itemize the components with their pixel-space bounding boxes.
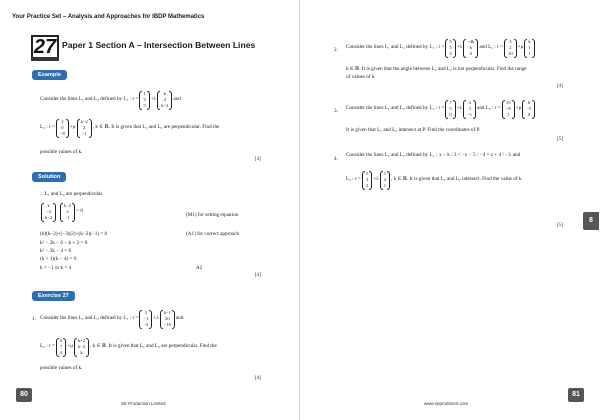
example-line-3: possible values of k. xyxy=(40,149,83,155)
solution-marks: [4] xyxy=(255,273,261,278)
q4-number: 4. xyxy=(334,156,338,162)
q2-vector-d: k 1 1 xyxy=(524,39,534,58)
q2-line-2: k ∈ ℝ. It is given that the angle between L₁ and L₂ is not perpendicular. Find the range xyxy=(346,66,527,72)
q3-number: 3. xyxy=(334,108,338,114)
exercise-q1-vector-a: 3 −1 −2 xyxy=(139,310,152,329)
q2-number: 2. xyxy=(334,47,338,53)
q2-vector-b: −4k k 0 xyxy=(463,39,478,58)
solution-mark-a2: A2 xyxy=(196,265,203,271)
example-line-2: L₂ : r = 2 0 −8 +μ k−2 2 −1 , k ∈ ℝ. It is given that L₁ and L₂ are perpendicular. Find the xyxy=(40,119,220,137)
chapter-number-badge: 27 xyxy=(31,35,59,59)
solution-line-6: k = −1 or k = 4 xyxy=(40,265,72,271)
solution-line-4: k² − 3k − 4 = 0 xyxy=(40,248,72,254)
q2-line-3: of values of k. xyxy=(346,74,376,80)
publisher-name: SE Production Limited xyxy=(121,401,166,406)
q2-marks: [4] xyxy=(557,84,563,89)
chapter-title: Paper 1 Section A – Intersection Between Lines xyxy=(62,40,256,50)
left-page-number: 80 xyxy=(16,388,32,402)
example-label: Example xyxy=(32,70,67,80)
example-marks: [4] xyxy=(255,157,261,162)
q3-vector-b: 4 3 −1 xyxy=(463,100,476,119)
chapter-badge-bar xyxy=(31,57,59,61)
solution-line-1: ∴ L₁ and L₂ are perpendicular. xyxy=(40,191,104,197)
solution-vector-1: k −3 k−2 xyxy=(41,203,56,222)
chapter-side-tab: 8 xyxy=(583,212,599,230)
book-header: Your Practice Set – Analysis and Approaches for IBDP Mathematics xyxy=(12,14,205,20)
example-intro: Consider the lines L₁ and L₂ defined by L₁ : r = xyxy=(40,96,139,103)
q2-vector-c: 3 2 10 xyxy=(504,39,517,58)
solution-label: Solution xyxy=(32,172,66,182)
example-vector-d: k−2 2 −1 xyxy=(77,119,92,138)
exercise-q1-number: 1. xyxy=(32,316,36,322)
q4-line-1: Consider the lines L₁ and L₂ defined by L₁ : x − k / 3 = −y − 5 / −4 = z + 4 / −3 and xyxy=(346,152,521,158)
exercise-q1-line-1: Consider the lines L₁ and L₂ defined by L₁ : r = 3 −1 −2 +λ k−1 20 −10 and xyxy=(40,310,184,328)
exercise-q1-vector-d: k+2 k−2 k xyxy=(74,338,89,357)
q4-marks: [5] xyxy=(557,223,563,228)
publisher-website: www.seprodstore.com xyxy=(424,401,469,406)
q3-vector-c: 15 −8 1 xyxy=(502,100,515,119)
solution-mark-a1: (A1) for correct approach xyxy=(186,231,240,237)
q4-symmetric-equation: x − k / 3 = −y − 5 / −4 = z + 4 / −3 xyxy=(439,152,511,158)
exercise-q1-marks: [4] xyxy=(255,376,261,381)
q2-vector-a: 5 5 3 xyxy=(445,39,455,58)
example-l2-suffix: , k ∈ ℝ. It is given that L₁ and L₂ are perpendicular. Find the xyxy=(92,124,220,131)
q3-marks: [5] xyxy=(557,137,563,142)
solution-mark-m1: (M1) for setting equation xyxy=(186,212,239,218)
right-page-number: 81 xyxy=(568,388,584,402)
q3-line-1: Consider the lines L₁ and L₂ defined by L₁ : r = 7 5 0 +λ 4 3 −1 and L₂ : r = 15 −8 1 +μ 6 −5 0 xyxy=(346,100,536,119)
example-vector-a: 1 3 5 xyxy=(139,91,149,110)
q4-vector-b: 1 2 1 xyxy=(380,171,390,190)
page-divider xyxy=(299,0,300,420)
example-line-1: Consider the lines L₁ and L₂ defined by L₁ : r = 1 3 5 +λ k 4 k−2 and xyxy=(40,91,181,109)
q2-line-1: Consider the lines L₁ and L₂ defined by L₁ : r = 5 5 3 +λ −4k k 0 and L₂ : r = 3 2 10 +μ k 1 1 xyxy=(346,39,536,58)
exercise-q1-vector-b: k−1 20 −10 xyxy=(160,310,175,329)
solution-line-3: k² − 2k − 6 − k + 2 = 0 xyxy=(40,240,88,246)
solution-vector-2: k−2 2 −1 xyxy=(60,203,75,222)
solution-line-2: (k)(k−2)+(−3)(2)+(k−2)(−1) = 0 xyxy=(40,231,108,237)
example-vector-c: 2 0 −8 xyxy=(56,119,69,138)
solution-line-5: (k + 1)(k − 4) = 0 xyxy=(40,256,77,262)
q3-vector-a: 7 5 0 xyxy=(445,100,455,119)
exercise-q1-line-3: possible values of k. xyxy=(40,365,83,371)
exercise-label: Exercise 27 xyxy=(32,291,75,301)
q3-vector-d: 6 −5 0 xyxy=(522,100,535,119)
example-vector-b: k 4 k−2 xyxy=(157,91,172,110)
example-and: and xyxy=(173,96,181,103)
example-l2-prefix: L₂ : r = xyxy=(40,124,55,131)
q4-line-2: L₂ : r = 5 3 2 +λ 1 2 1 , k ∈ ℝ. It is given that L₁ and L₂ intersect. Find the value of k. xyxy=(346,171,523,189)
exercise-q1-vector-c: 0 7 4 xyxy=(56,338,66,357)
q3-line-2: It is given that L₁ and L₂ intersect at P. Find the coordinates of P. xyxy=(346,127,481,133)
q4-vector-a: 5 3 2 xyxy=(362,171,372,190)
solution-dot-product: k −3 k−2 · k−2 2 −1 = 0 xyxy=(40,203,83,222)
exercise-q1-line-2: L₂ : r = 0 7 4 +μ k+2 k−2 k , k ∈ ℝ. It is given that L₁ and L₂ are perpendicular. Find the xyxy=(40,338,217,356)
